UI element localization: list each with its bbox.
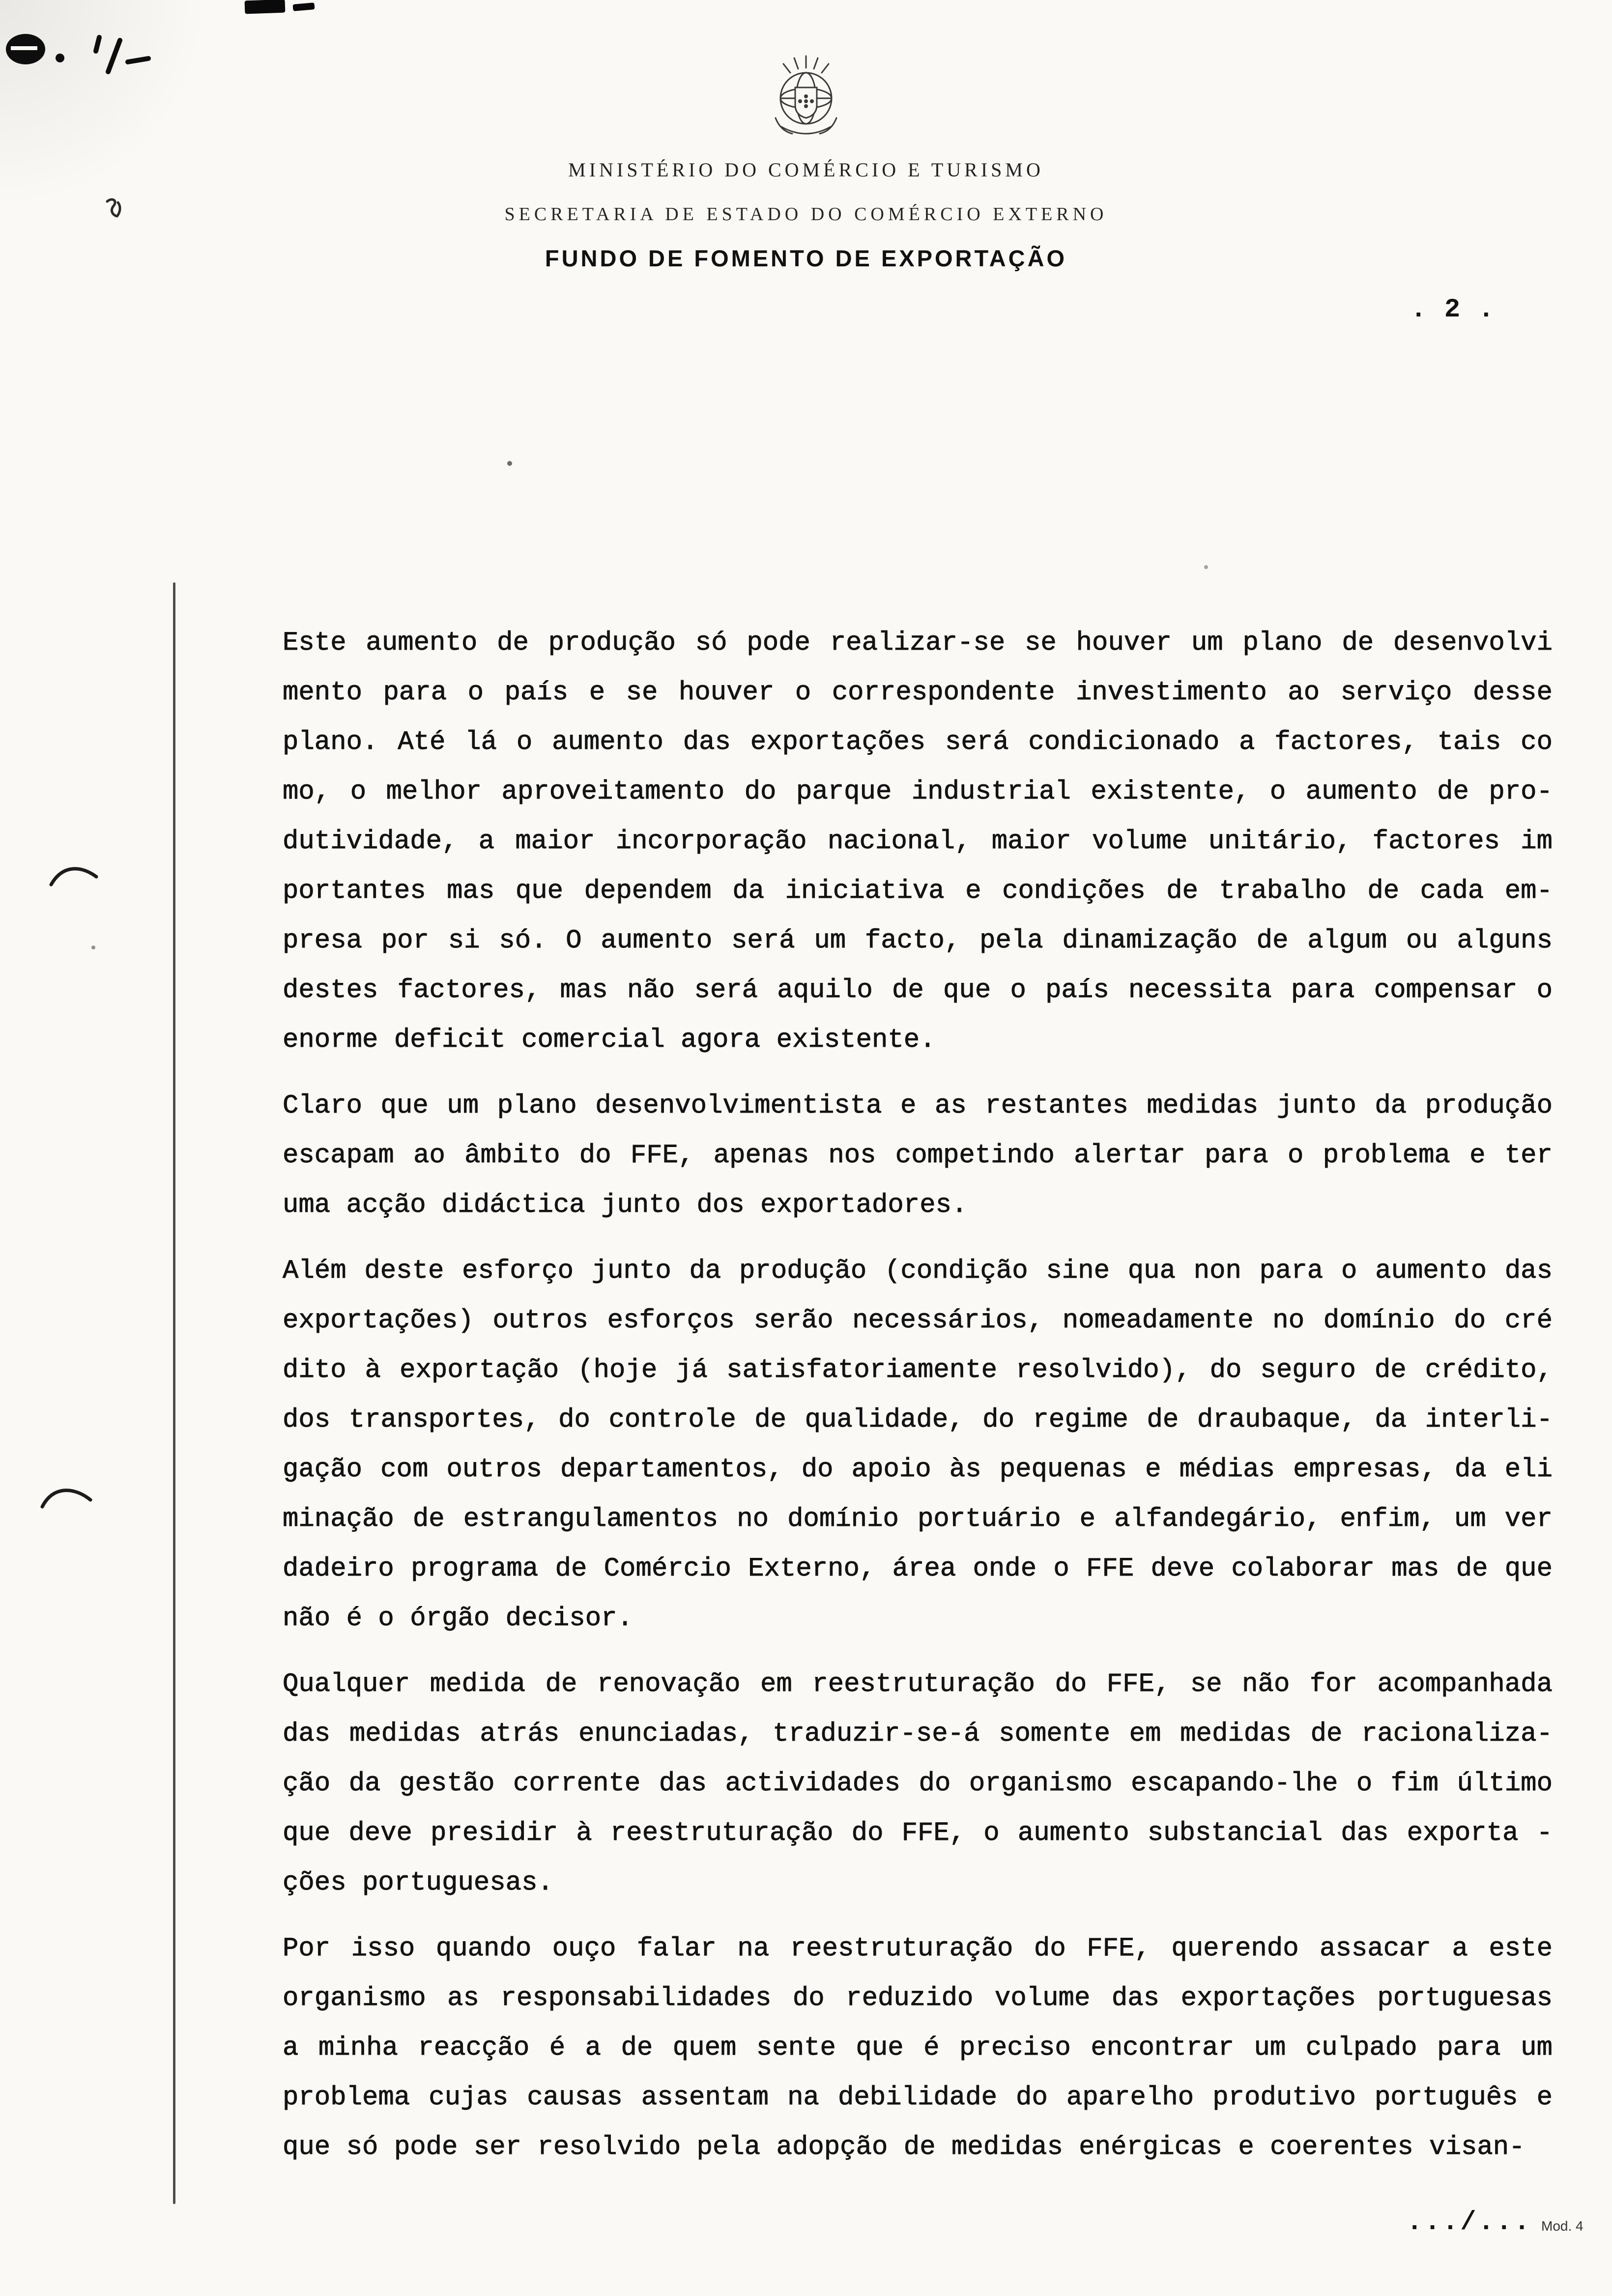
ministry-name: MINISTÉRIO DO COMÉRCIO E TURISMO <box>568 159 1044 181</box>
coat-of-arms-icon <box>747 52 865 146</box>
text-line: escapam ao âmbito do FFE, apenas nos competindo alertar para o problema e ter <box>283 1141 1553 1171</box>
text-line: não é o órgão decisor. <box>283 1604 633 1634</box>
text-line: que deve presidir à reestruturação do FFE, o aumento substancial das exporta - <box>283 1818 1553 1848</box>
page-number: . 2 . <box>1410 295 1496 325</box>
scan-speck <box>507 461 512 466</box>
text-line: Qualquer medida de renovação em reestruturação do FFE, se não for acompanhada <box>283 1669 1553 1699</box>
paragraph <box>283 1081 1553 1230</box>
text-line: mento para o país e se houver o correspondente investimento ao serviço desse <box>283 678 1553 708</box>
handwritten-scribble-icon <box>2 16 154 85</box>
text-line: destes factores, mas não será aquilo de que o país necessita para compensar o <box>283 976 1553 1005</box>
text-line: portantes mas que dependem da iniciativa e condições de trabalho de cada em- <box>283 876 1553 906</box>
check-mark-icon <box>48 859 99 896</box>
text-line: ções portuguesas. <box>283 1868 553 1898</box>
text-line: dadeiro programa de Comércio Externo, área onde o FFE deve colaborar mas de que <box>283 1554 1553 1584</box>
letter-body <box>283 618 1553 2188</box>
text-line: que só pode ser resolvido pela adopção de medidas enérgicas e coerentes visan- <box>283 2132 1525 2162</box>
paragraph <box>283 618 1553 1065</box>
fund-name: FUNDO DE FOMENTO DE EXPORTAÇÃO <box>545 245 1067 271</box>
text-line: das medidas atrás enunciadas, traduzir-se-á somente em medidas de racionaliza- <box>283 1719 1553 1749</box>
top-edge-mark-1 <box>245 0 286 14</box>
continuation-mark: .../... <box>1407 2208 1532 2238</box>
text-line: plano. Até lá o aumento das exportações será condicionado a factores, tais co <box>283 727 1553 757</box>
text-line: Por isso quando ouço falar na reestruturação do FFE, querendo assacar a este <box>283 1934 1553 1964</box>
text-line: dos transportes, do controle de qualidade, do regime de draubaque, da interli- <box>283 1405 1553 1435</box>
form-number: Mod. 4 <box>1541 2218 1583 2234</box>
text-line: Além deste esforço junto da produção (condição sine qua non para o aumento das <box>283 1256 1553 1286</box>
scan-speck <box>1204 565 1208 569</box>
text-line: Claro que um plano desenvolvimentista e as restantes medidas junto da produção <box>283 1091 1553 1121</box>
text-line: problema cujas causas assentam na debilidade do aparelho produtivo português e <box>283 2083 1553 2113</box>
text-line: dito à exportação (hoje já satisfatoriamente resolvido), do seguro de crédito, <box>283 1355 1553 1385</box>
text-line: a minha reacção é a de quem sente que é preciso encontrar um culpado para um <box>283 2033 1553 2063</box>
text-line: enorme deficit comercial agora existente. <box>283 1025 936 1055</box>
check-mark-icon <box>39 1479 93 1521</box>
paragraph <box>283 1246 1553 1643</box>
paragraph <box>283 1924 1553 2172</box>
text-line: exportações) outros esforços serão necessários, nomeadamente no domínio do cré <box>283 1306 1553 1336</box>
text-line: ção da gestão corrente das actividades do organismo escapando-lhe o fim último <box>283 1769 1553 1799</box>
text-line: uma acção didáctica junto dos exportadores. <box>283 1190 968 1220</box>
secretariat-name: SECRETARIA DE ESTADO DO COMÉRCIO EXTERNO <box>504 204 1108 225</box>
text-line: minação de estrangulamentos no domínio portuário e alfandegário, enfim, um ver <box>283 1504 1553 1534</box>
text-line: organismo as responsabilidades do reduzido volume das exportações portuguesas <box>283 1983 1553 2013</box>
text-line: presa por si só. O aumento será um facto, pela dinamização de algum ou alguns <box>283 926 1553 956</box>
text-line: dutividade, a maior incorporação nacional, maior volume unitário, factores im <box>283 827 1553 857</box>
top-edge-mark-2 <box>292 2 315 11</box>
paragraph <box>283 1660 1553 1908</box>
text-line: gação com outros departamentos, do apoio às pequenas e médias empresas, da eli <box>283 1455 1553 1485</box>
scan-speck <box>91 946 95 949</box>
text-line: Este aumento de produção só pode realizar-se se houver um plano de desenvolvi <box>283 628 1553 658</box>
text-line: mo, o melhor aproveitamento do parque industrial existente, o aumento de pro- <box>283 777 1553 807</box>
margin-rule <box>173 582 175 2204</box>
